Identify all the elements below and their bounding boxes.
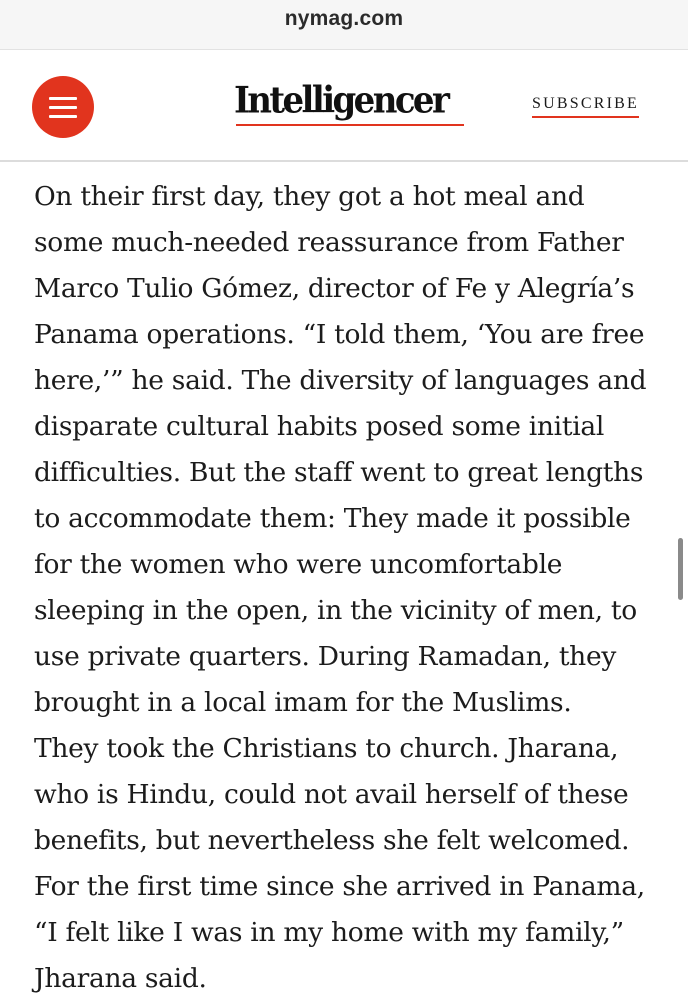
browser-url-bar[interactable] [0,0,688,50]
logo-text: Intelligencer [234,79,448,123]
article-line: Jharana said. [34,963,207,994]
article-line: Marco Tulio Gómez, director of Fe y Alegría’s [34,273,635,304]
article-line: They took the Christians to church. Jharana, [34,733,619,764]
article-line: “I felt like I was in my home with my family,” [34,917,624,948]
site-logo[interactable] [234,76,466,130]
hamburger-menu-icon-bar [49,106,77,109]
article-line: For the first time since she arrived in Panama, [34,871,645,902]
article-body [34,174,664,1002]
article-line: difficulties. But the staff went to great lengths [34,457,644,488]
article-line: some much-needed reassurance from Father [34,227,624,258]
article-line: brought in a local imam for the Muslims. [34,687,572,718]
menu-button[interactable] [32,76,94,138]
logo-underline [236,124,464,126]
article-line: who is Hindu, could not avail herself of these [34,779,629,810]
hamburger-menu-icon-bar [49,115,77,118]
hamburger-menu-icon [49,97,77,100]
site-header [0,50,688,162]
article-line: for the women who were uncomfortable [34,549,563,580]
article-line: Panama operations. “I told them, ‘You are free [34,319,645,350]
article-line: benefits, but nevertheless she felt welcomed. [34,825,630,856]
article-line: use private quarters. During Ramadan, they [34,641,616,672]
url-text: nymag.com [284,6,404,30]
article-line: to accommodate them: They made it possible [34,503,631,534]
article-line: disparate cultural habits posed some initial [34,411,605,442]
article-line: sleeping in the open, in the vicinity of men, to [34,595,637,626]
subscribe-link[interactable]: SUBSCRIBE [532,95,639,118]
scrollbar-thumb[interactable] [678,538,683,600]
article-line: On their first day, they got a hot meal and [34,181,585,212]
article-line: here,’” he said. The diversity of languages and [34,365,647,396]
